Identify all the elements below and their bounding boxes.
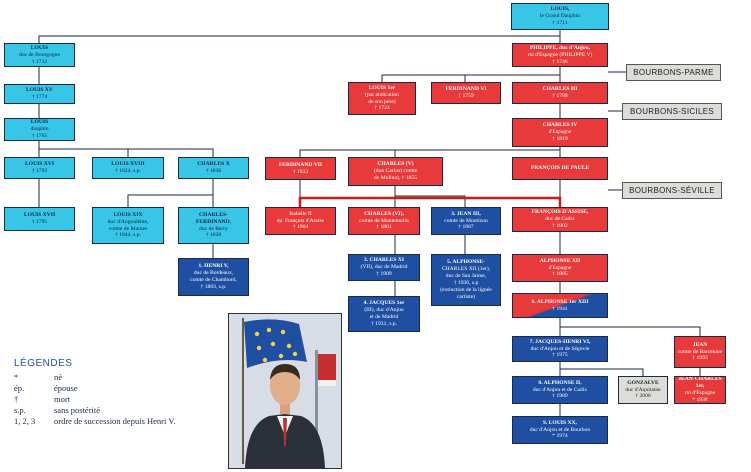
- node-line: † 1902: [552, 222, 568, 229]
- node-line: Isabelle II: [289, 210, 312, 217]
- node-jean-barcelone: [674, 336, 726, 368]
- branch-label-bourbons-parme: BOURBONS-PARME: [626, 64, 721, 81]
- node-line: ép. François d'Assise: [276, 217, 325, 224]
- node-line: dauphin: [30, 126, 49, 133]
- node-line: † 1883, s.p.: [200, 283, 227, 290]
- node-line: * 1974: [552, 433, 568, 440]
- node-line: † 1909: [376, 270, 392, 277]
- node-line: d'Espagne: [548, 129, 572, 135]
- node-line: † 1759: [458, 93, 474, 99]
- node-line: FERDINAND VII: [278, 161, 323, 168]
- node-line: † 1931, s.p.: [371, 320, 397, 327]
- node-line: (extinction de la lignée: [440, 286, 492, 293]
- node-line: † 1836: [205, 168, 222, 174]
- node-line: duc d'Aquitaine: [625, 386, 661, 393]
- node-line: 8. ALPHONSE II,: [538, 379, 582, 386]
- node-line: duc de Bourgogne: [19, 51, 60, 58]
- legend-title: LÉGENDES: [14, 358, 73, 369]
- node-line: CHARLES (VI),: [364, 210, 404, 217]
- node-line: duc d'Anjou et de Cadix: [532, 386, 588, 393]
- legend-meaning: né: [54, 371, 63, 382]
- node-francois-dassise: [512, 207, 608, 232]
- node-alphonse-ii: [512, 376, 608, 404]
- node-line: † 1861: [376, 224, 392, 231]
- node-line: † 1746: [552, 58, 568, 65]
- node-line: CHARLES III: [542, 86, 578, 93]
- legend-meaning: mort: [54, 393, 71, 404]
- node-line: † 1774: [31, 94, 48, 100]
- legend-meaning: épouse: [54, 382, 78, 393]
- node-line: † 1989: [552, 393, 568, 400]
- node-charles-x: [178, 157, 249, 179]
- legend: [14, 358, 234, 426]
- node-line: 3. CHARLES XI: [363, 257, 405, 264]
- node-line: † 1765: [31, 133, 48, 139]
- node-line: LOUIS: [30, 44, 49, 51]
- node-alphonse-charles: [431, 254, 501, 306]
- node-line: † 1844, s.p.: [115, 232, 141, 239]
- legend-row: [14, 415, 234, 426]
- node-line: 9. LOUIS XX,: [543, 419, 577, 426]
- node-line: et de Madrid: [369, 314, 399, 320]
- node-line: LOUIS XVI: [24, 161, 55, 168]
- node-louis-xv: [4, 84, 75, 104]
- node-line: † 1795: [31, 219, 48, 225]
- node-louis-bourgogne: [4, 43, 75, 67]
- node-line: JEAN: [692, 341, 708, 348]
- node-alphonse-xiii: [512, 293, 608, 318]
- node-line: duc de Berry: [199, 225, 228, 232]
- node-line: † 1819: [552, 135, 568, 142]
- node-line: (III), duc d'Anjou: [364, 307, 404, 314]
- node-philippe-v: [512, 43, 608, 67]
- node-charles-v: [348, 157, 443, 186]
- node-line: roi d'Espagne: [684, 390, 716, 396]
- node-line: † 1824, s.p.: [115, 168, 141, 174]
- node-line: duc de San Jaime,: [445, 273, 487, 280]
- node-line: duc de Cadix: [545, 216, 575, 222]
- legend-row: [14, 404, 234, 415]
- portrait-photo: [228, 313, 342, 469]
- node-line: comte de Montemolin: [359, 217, 409, 224]
- node-line: JEAN-CHARLES 1er,: [678, 376, 722, 390]
- node-charles-xi: [348, 254, 420, 281]
- node-line: 7. JACQUES-HENRI VI,: [529, 338, 591, 345]
- legend-row: [14, 371, 234, 382]
- node-charles-iii: [512, 82, 608, 104]
- node-line: † 1936, s.p: [453, 280, 479, 286]
- node-line: CHARLES X: [197, 161, 230, 168]
- node-line: † 1941: [552, 305, 568, 312]
- node-louis-grand-dauphin: [511, 3, 609, 30]
- node-line: † 1788: [552, 93, 568, 99]
- node-line: le Grand Dauphin: [539, 13, 581, 19]
- node-line: † 1975: [552, 352, 568, 359]
- node-line: 6. ALPHONSE 1er XIII: [531, 298, 589, 305]
- node-line: FERDINAND VI: [445, 86, 487, 93]
- node-line: LOUIS XVIII: [111, 161, 145, 168]
- node-line: LOUIS: [30, 119, 49, 126]
- node-line: comte de Marnes: [108, 225, 148, 232]
- node-charles-iv: [512, 118, 608, 147]
- legend-symbol: 1, 2, 3: [14, 415, 36, 426]
- node-line: † 1712: [31, 58, 48, 65]
- node-line: ALPHONSE XII: [539, 257, 581, 264]
- node-henri-v: [178, 258, 249, 296]
- node-line: † 1820: [205, 232, 222, 239]
- node-line: duc de Bordeaux,: [193, 270, 234, 277]
- node-line: † 2000: [635, 393, 651, 400]
- node-line: 4. JACQUES 1er: [363, 300, 405, 307]
- node-ferdinand-vii: [265, 157, 336, 180]
- node-line: LOUIS 1er: [368, 84, 396, 91]
- node-louis-dauphin-1765: [4, 118, 75, 141]
- node-louis-xix: [92, 207, 164, 244]
- branch-label-bourbons-siciles: BOURBONS-SICILES: [622, 103, 722, 120]
- node-alphonse-xii: [512, 254, 608, 282]
- portrait-illustration: [229, 314, 341, 468]
- node-line: (VII), duc de Madrid: [360, 264, 408, 270]
- node-line: * 1938: [692, 396, 708, 403]
- node-line: LOUIS XV: [26, 87, 53, 94]
- node-line: † 1793: [31, 168, 48, 174]
- node-line: comte de Barcelone: [677, 348, 723, 355]
- node-line: d'Espagne: [548, 264, 572, 271]
- node-line: FRANÇOIS D'ASSISE,: [531, 209, 589, 216]
- node-line: LOUIS,: [550, 6, 570, 13]
- node-line: comte de Montizon: [444, 217, 488, 224]
- node-line: CHARLES IV: [542, 122, 578, 129]
- node-line: carliste): [456, 293, 475, 300]
- node-jacques-1er: [348, 296, 420, 332]
- node-charles-vi: [348, 207, 420, 235]
- node-line: GONZALVE: [627, 379, 659, 386]
- node-line: † 1887: [458, 224, 474, 231]
- node-line: LOUIS XIX: [113, 211, 143, 218]
- node-isabelle-ii: [265, 207, 336, 235]
- node-line: † 1993: [692, 355, 708, 362]
- node-line: CHARLES XII (1er),: [441, 266, 491, 273]
- node-line: comte de Chambord,: [190, 277, 237, 283]
- node-charles-ferdinand: [178, 207, 249, 244]
- node-louis-xviii: [92, 157, 164, 179]
- node-louis-xvii: [4, 207, 75, 231]
- node-line: 3. JEAN III,: [451, 210, 481, 217]
- node-line: duc d'Angoulême,: [107, 218, 149, 225]
- legend-row: [14, 382, 234, 393]
- node-gonzalve: [618, 376, 668, 404]
- node-line: (par abdication: [365, 91, 399, 98]
- node-line: de son père): [368, 98, 396, 105]
- node-line: CHARLES-: [199, 211, 228, 218]
- node-louis-xvi: [4, 157, 75, 179]
- legend-symbol: †: [14, 393, 19, 404]
- node-jean-charles: [674, 376, 726, 404]
- legend-meaning: ordre de succession depuis Henri V.: [54, 415, 176, 426]
- node-line: † 1724: [374, 105, 390, 112]
- node-line: † 1711: [552, 19, 568, 26]
- node-louis-1er: [348, 82, 416, 115]
- node-line: roi d'Espagne (PHILIPPE V): [527, 51, 593, 58]
- legend-symbol: *: [14, 371, 19, 382]
- node-line: † 1904: [292, 224, 309, 231]
- node-francois-de-paule: [512, 157, 608, 180]
- node-line: LOUIS XVII: [23, 212, 56, 219]
- legend-meaning: sans postérité: [54, 404, 101, 415]
- node-line: CHARLES (V): [377, 161, 414, 168]
- node-line: FRANÇOIS DE PAULE: [530, 165, 590, 171]
- branch-label-bourbons-seville: BOURBONS-SÉVILLE: [622, 182, 722, 199]
- node-line: duc d'Anjou et de Bourbon: [529, 426, 591, 433]
- node-line: duc d'Anjou et de Ségovie: [530, 345, 590, 352]
- node-line: PHILIPPE, duc d'Anjou,: [529, 44, 591, 51]
- node-jacques-henri: [512, 336, 608, 362]
- node-jean-iii: [431, 207, 501, 235]
- node-ferdinand-vi: [431, 82, 501, 104]
- node-louis-xx: [512, 416, 608, 444]
- node-line: † 1885: [552, 271, 568, 278]
- node-line: (don Carlos) comte: [373, 168, 418, 174]
- node-line: 5. ALPHONSE-: [447, 259, 485, 266]
- node-line: 1. HENRI V,: [198, 263, 229, 270]
- legend-symbol: s.p.: [14, 404, 26, 415]
- node-line: FERDINAND,: [196, 218, 231, 225]
- node-line: de Molina), † 1855: [374, 174, 417, 181]
- legend-row: [14, 393, 234, 404]
- node-line: † 1833: [292, 168, 309, 175]
- legend-symbol: ép.: [14, 382, 25, 393]
